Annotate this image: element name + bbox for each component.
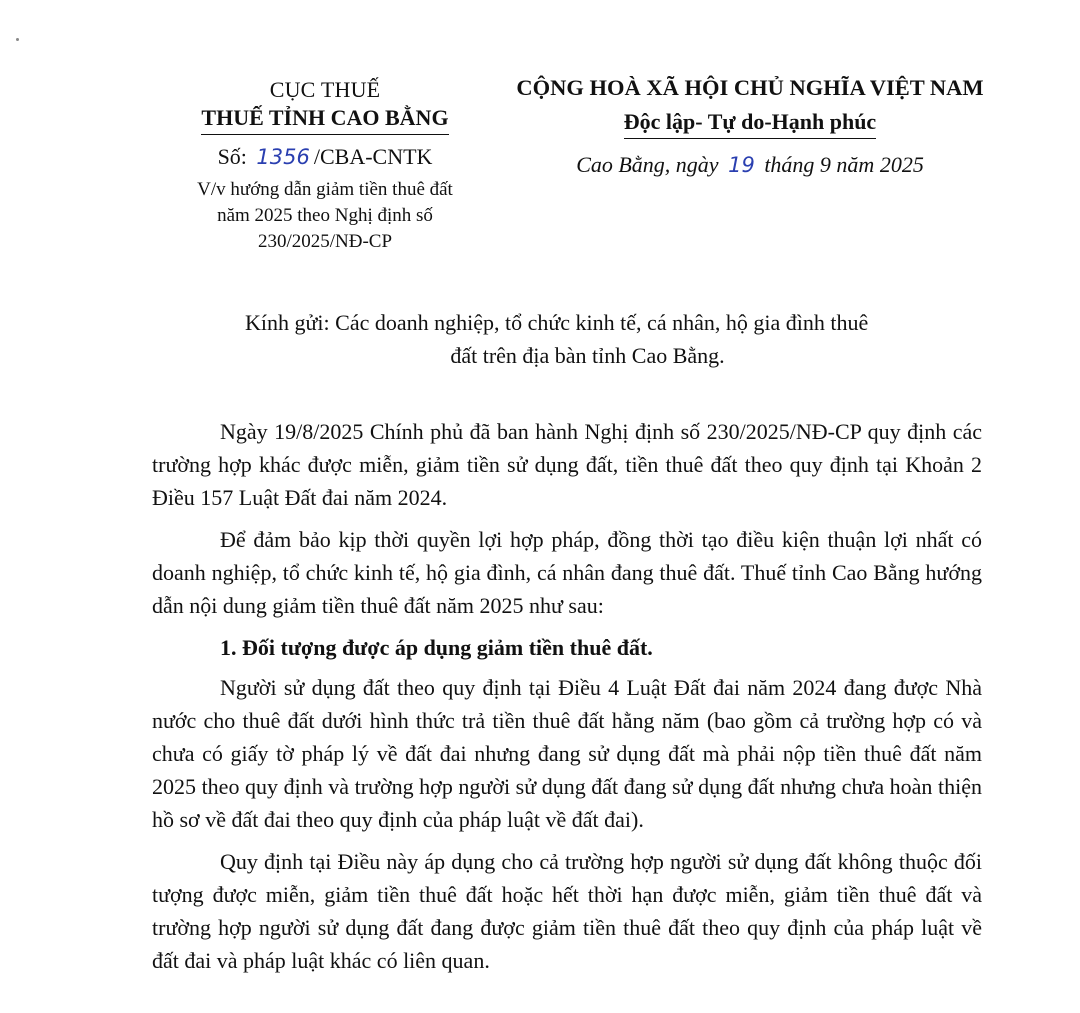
- doc-number-handwritten: 1356: [256, 145, 310, 169]
- body-paragraph: Ngày 19/8/2025 Chính phủ đã ban hành Nghị định số 230/2025/NĐ-CP quy định các trường hợp khác được miễn, giảm tiền sử dụng đất, tiền thuê đất theo quy định tại Khoản 2 Điều 157 Luật Đất đai năm 2024.: [152, 419, 982, 510]
- section-heading: 1. Đối tượng được áp dụng giảm tiền thuê đất.: [220, 635, 653, 660]
- date-prefix: Cao Bằng, ngày: [576, 152, 719, 177]
- issuing-agency-block: [160, 76, 490, 255]
- scan-speck: [16, 38, 19, 41]
- national-motto: Độc lập- Tự do-Hạnh phúc: [624, 108, 876, 139]
- body-paragraph: Người sử dụng đất theo quy định tại Điều 4 Luật Đất đai năm 2024 đang được Nhà nước cho thuê đất dưới hình thức trả tiền thuê đất hằng năm (bao gồm cả trường hợp có và chưa có giấy tờ pháp lý về đất đai nhưng đang sử dụng đất mà phải nộp tiền thuê đất năm 2025 theo quy định và trường hợp người sử dụng đất đang sử dụng đất nhưng chưa hoàn thiện hồ sơ về đất đai theo quy định của pháp luật về đất đai).: [152, 675, 982, 832]
- document-subject: [160, 177, 490, 255]
- subject-line: năm 2025 theo Nghị định số: [217, 205, 433, 226]
- body-paragraph: Để đảm bảo kịp thời quyền lợi hợp pháp, đồng thời tạo điều kiện thuận lợi nhất có doanh nghiệp, tổ chức kinh tế, hộ gia đình, cá nhân đang thuê đất. Thuế tỉnh Cao Bằng hướng dẫn nội dung giảm tiền thuê đất năm 2025 như sau:: [152, 527, 982, 618]
- national-title: CỘNG HOÀ XÃ HỘI CHỦ NGHĨA VIỆT NAM: [516, 75, 984, 100]
- recipient-line: Kính gửi: Các doanh nghiệp, tổ chức kinh tế, cá nhân, hộ gia đình thuê: [245, 310, 869, 335]
- place-date-line: [495, 151, 1005, 179]
- recipient-line: đất trên địa bàn tỉnh Cao Bằng.: [450, 343, 725, 368]
- recipient-block: [150, 306, 980, 372]
- document-number: [160, 143, 490, 171]
- subject-line: V/v hướng dẫn giảm tiền thuê đất: [197, 179, 453, 200]
- department-name: THUẾ TỈNH CAO BẰNG: [201, 104, 448, 135]
- national-header-block: [495, 74, 1005, 179]
- body-paragraph: Quy định tại Điều này áp dụng cho cả trường hợp người sử dụng đất không thuộc đối tượng được miễn, giảm tiền thuê đất hoặc hết thời hạn được miễn, giảm tiền thuê đất và trường hợp người sử dụng đất đang được giảm tiền thuê đất theo quy định của pháp luật về đất đai và pháp luật khác có liên quan.: [152, 849, 982, 973]
- subject-line: 230/2025/NĐ-CP: [257, 231, 393, 252]
- document-body: [152, 415, 982, 986]
- date-suffix: tháng 9 năm 2025: [764, 152, 924, 177]
- doc-number-prefix: Số:: [217, 144, 247, 169]
- date-day-handwritten: 19: [728, 153, 755, 177]
- doc-number-suffix: /CBA-CNTK: [313, 144, 433, 169]
- agency-name: CỤC THUẾ: [269, 77, 381, 102]
